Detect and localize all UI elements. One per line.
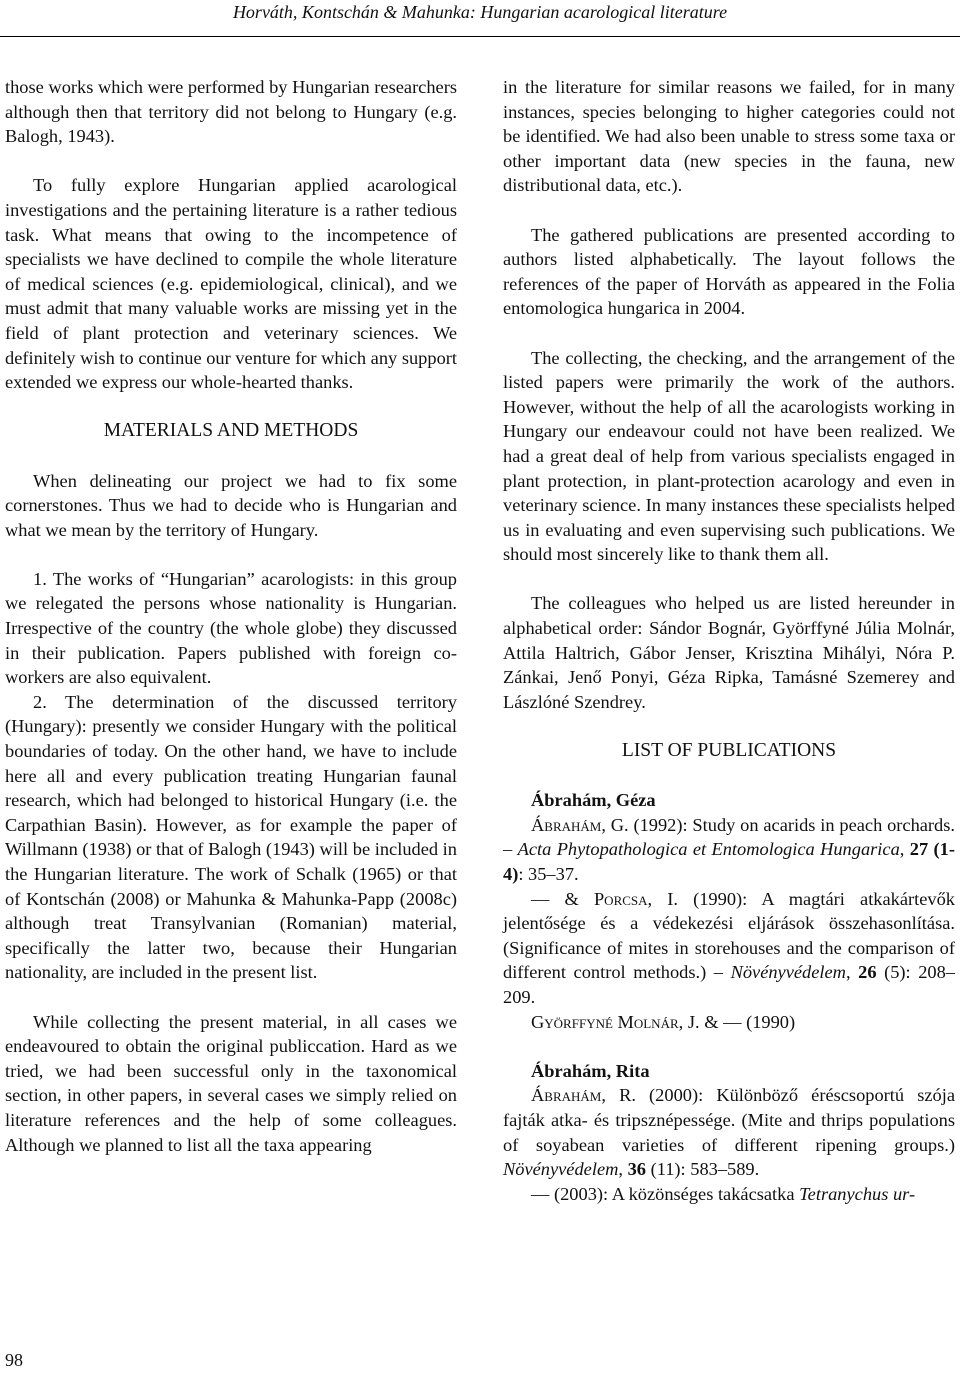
- reference-author: Ábrahám, R.: [531, 1085, 636, 1106]
- running-header: [0, 0, 960, 40]
- section-heading-list-of-publications: LIST OF PUBLICATIONS: [621, 740, 837, 762]
- reference-author: Porcsa, I.: [593, 888, 678, 909]
- reference-author-heading: Ábrahám, Géza: [531, 790, 656, 811]
- reference-journal: Növényvédelem: [730, 962, 846, 983]
- paragraph: When delineating our project we had to fix some cornerstones. Thus we had to decide who is Hungarian and what we mean by the territory of Hungary.: [5, 470, 457, 540]
- reference-entry: Ábrahám, R. (2000): Különböző éréscsoportú szója fajták atka- és tripsznépessége. (Mite and thrips populations of soyabean varieties of different ripening groups.) Növényvédelem, 36 (11): 583–589.: [503, 1085, 956, 1180]
- reference-entry: Ábrahám, G. (1992): Study on acarids in peach orchards. – Acta Phytopathologica et Entomologica Hungarica, 27 (1-4): 35–37.: [503, 814, 956, 884]
- right-column: [503, 75, 955, 1206]
- left-column: [5, 75, 457, 1157]
- reference-journal: Tetranychus ur-: [799, 1183, 916, 1204]
- paragraph: 2. The determination of the discussed territory (Hungary): presently we consider Hungary with the political boundaries of today. On the other hand, we have to include here all and every publication treating Hungarian faunal research, which had belonged to historical Hungary (i.e. the Carpathian Basin). However, as for example the paper of Willmann (1938) or that of Balogh (1943) will be included in the Hungarian literature. The work of Schalk (1965) or that of Kontschán (2008) or Mahunka & Mahunka-Papp (2008c) although treat Transylvanian (Romanian) material, specifically the latter two, because their Hungarian nationality, are included in the present list.: [5, 691, 457, 983]
- paragraph: The collecting, the checking, and the arrangement of the listed papers were primarily the work of the authors. However, without the help of all the acarologists working in Hungary our endeavour could not have been realized. We had a great deal of help from various specialists engaged in plant protection, in plant-protection acarology and even in veterinary science. In many instances these specialists helped us in evaluating and even supervising such publications. We should most sincerely like to thank them all.: [503, 347, 955, 565]
- reference-text: (1992): Study on acarids in peach orchards. –: [503, 814, 956, 860]
- reference-pages: (5): 208–209.: [503, 962, 955, 1007]
- reference-pages: (11): 583–589.: [645, 1159, 760, 1180]
- reference-text: & — (1990): [699, 1011, 796, 1032]
- reference-text: (2000): Különböző éréscsoportú szója fajták atka- és tripsznépessége. (Mite and thrips populations of soyabean varieties of different ripening groups.): [503, 1085, 956, 1155]
- running-title: Horváth, Kontschán & Mahunka: Hungarian acarological literature: [232, 2, 728, 22]
- section-heading-materials-methods: MATERIALS AND METHODS: [103, 420, 359, 442]
- reference-author-heading: Ábrahám, Rita: [531, 1060, 650, 1081]
- paragraph: To fully explore Hungarian applied acarological investigations and the pertaining literature is a rather tedious task. What means that owing to the incompetence of specialists we have declined to compile the whole literature of medical sciences (e.g. epidemiological, clinical), and we must admit that many valuable works are missing yet in the field of plant protection and veterinary sciences. We definitely wish to continue our venture for which any support extended we express our whole-hearted thanks.: [5, 175, 457, 393]
- reference-volume: 36: [627, 1159, 646, 1180]
- paragraph: those works which were performed by Hungarian researchers although then that territory did not belong to Hungary (e.g. Balogh, 1943).: [5, 77, 457, 147]
- header-rule: [0, 36, 960, 37]
- reference-author: Ábrahám, G.: [531, 814, 629, 835]
- reference-entry: [503, 1182, 955, 1207]
- reference-dash: — &: [531, 888, 594, 909]
- reference-text: — (2003): A közönséges takácsatka: [531, 1183, 800, 1204]
- page-number: 98: [5, 1350, 23, 1370]
- reference-text: (1990): A magtári atkakártevők jelentősége és a védekezési eljárások összehasonlítása. (Significance of mites in storehouses and the comparison of different control methods.) –: [503, 888, 956, 983]
- reference-journal: Növényvédelem: [503, 1159, 619, 1180]
- paragraph: The gathered publications are presented according to authors listed alphabetically. The layout follows the references of the paper of Horváth as appeared in the Folia entomologica hungarica in 2004.: [503, 224, 955, 319]
- paragraph: 1. The works of “Hungarian” acarologists: in this group we relegated the persons whose nationality is Hungarian. Irrespective of the country (the whole globe) they discussed in their publication. Papers published with foreign co-workers are also equivalent.: [5, 568, 457, 688]
- paragraph: in the literature for similar reasons we failed, for in many instances, species belonging to higher categories could not be identified. We had also been unable to stress some taxa or other important data (new species in the fauna, new distributional data, etc.).: [503, 77, 955, 196]
- reference-volume: 27 (1-4): [503, 839, 955, 884]
- reference-author: Györffyné Molnár, J.: [531, 1011, 700, 1032]
- paragraph: While collecting the present material, in all cases we endeavoured to obtain the original publiccation. Hard as we tried, we had been successful only in the taxonomical section, in other papers, in several cases we simply relied on literature references and the help of some colleagues. Although we planned to list all the taxa appearing: [5, 1011, 457, 1155]
- paragraph: The colleagues who helped us are listed hereunder in alphabetical order: Sándor Bognár, Györffyné Júlia Molnár, Attila Haltrich, Gábor Jenser, Krisztina Mihályi, Nóra P. Zánkai, Jenő Ponyi, Géza Ripka, Tamásné Szemerey and Lászlóné Szendrey.: [503, 593, 955, 712]
- reference-pages: : 35–37.: [518, 864, 579, 884]
- reference-journal: Acta Phytopathologica et Entomologica Hungarica: [517, 839, 900, 860]
- reference-volume: 26: [858, 962, 877, 983]
- reference-entry: [503, 1010, 955, 1035]
- reference-entry: — & Porcsa, I. (1990): A magtári atkakártevők jelentősége és a védekezési eljárások összehasonlítása. (Significance of mites in storehouses and the comparison of different control methods.) – Növényvédelem, 26 (5): 208–209.: [503, 888, 956, 1007]
